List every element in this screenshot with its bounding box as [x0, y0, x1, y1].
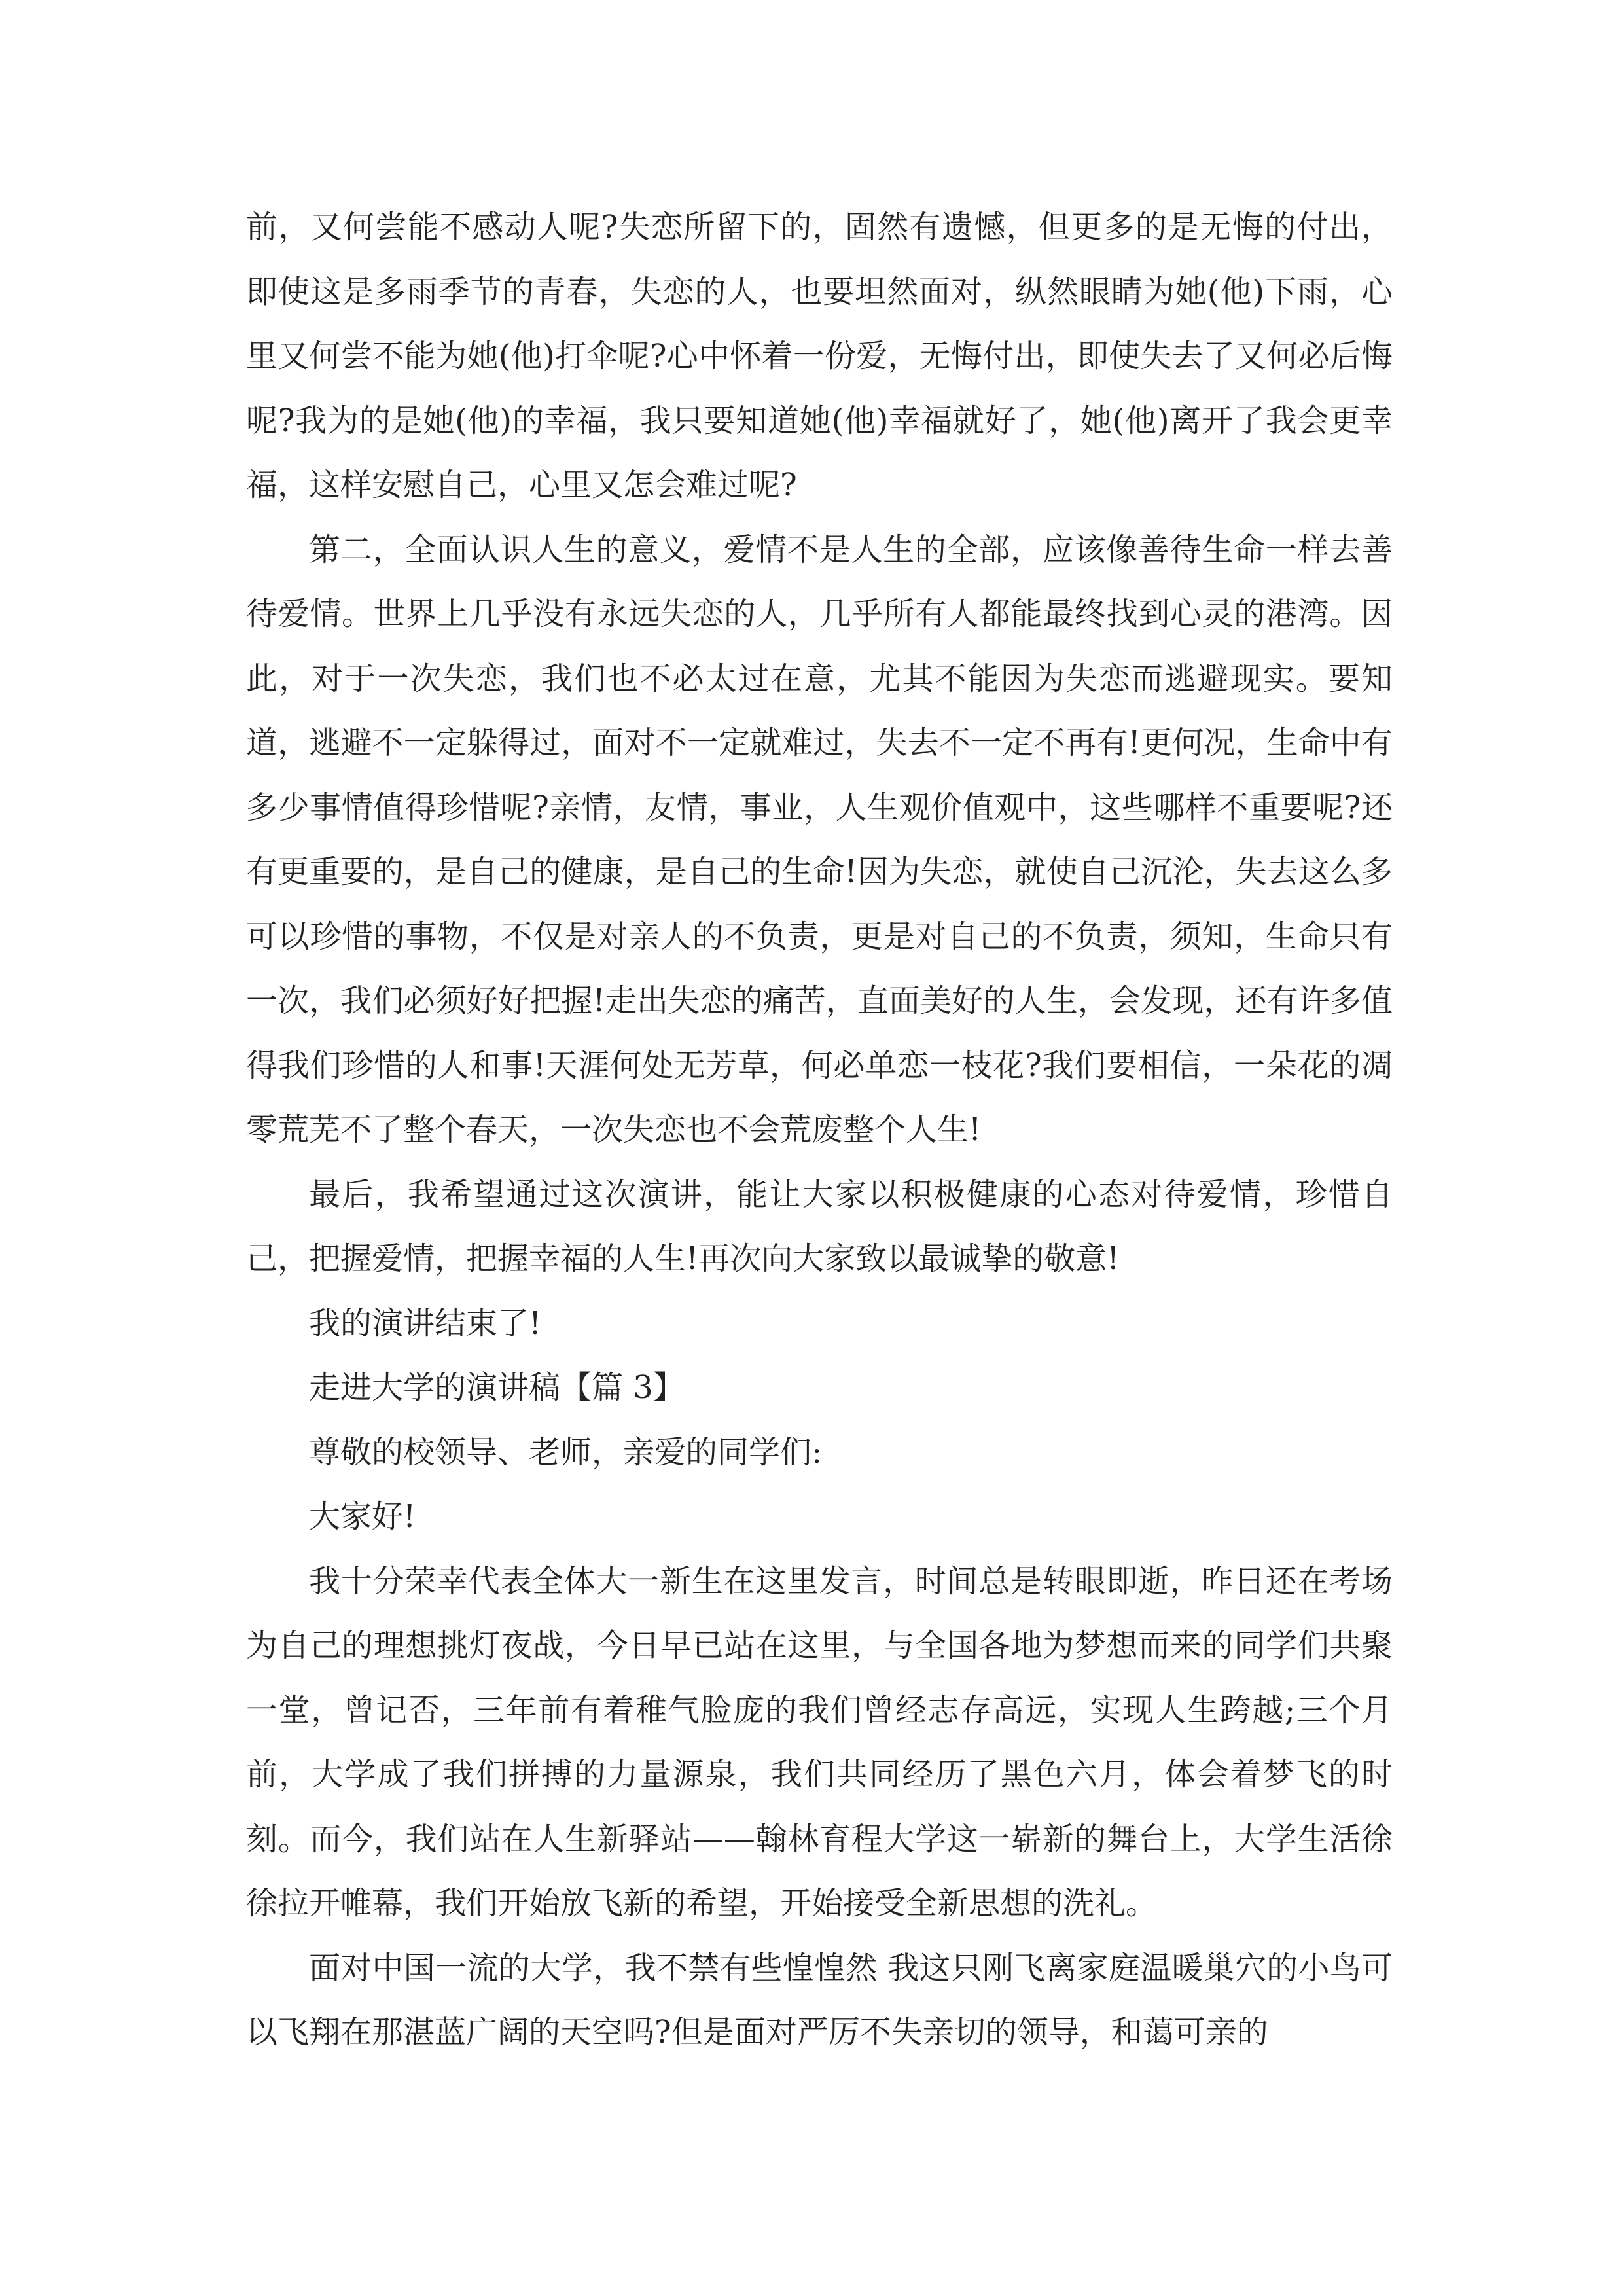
greeting: 大家好! [309, 1498, 416, 1535]
paragraph-9: 面对中国一流的大学，我不禁有些惶惶然 我这只刚飞离家庭温暖巢穴的小鸟可以飞翔在那湛蓝广阔的天空吗?但是面对严厉不失亲切的领导，和蔼可亲的 [246, 1949, 1393, 2051]
section-heading: 走进大学的演讲稿【篇 3】 [309, 1369, 685, 1406]
paragraph-1: 前，又何尝能不感动人呢?失恋所留下的，固然有遗憾，但更多的是无悔的付出，即使这是多雨季节的青春，失恋的人，也要坦然面对，纵然眼睛为她(他)下雨，心里又何尝不能为她(他)打伞呢?心中怀着一份爱，无悔付出，即使失去了又何必后悔呢?我为的是她(他)的幸福，我只要知道她(他)幸福就好了，她(他)离开了我会更幸福，这样安慰自己，心里又怎会难过呢? [246, 209, 1393, 503]
document-body [246, 195, 1393, 2065]
salutation: 尊敬的校领导、老师，亲爱的同学们: [309, 1433, 823, 1471]
paragraph-3: 最后，我希望通过这次演讲，能让大家以积极健康的心态对待爱情，珍惜自己，把握爱情，把握幸福的人生!再次向大家致以最诚挚的敬意! [246, 1175, 1393, 1277]
paragraph-4: 我的演讲结束了! [309, 1304, 542, 1342]
paragraph-2: 第二，全面认识人生的意义，爱情不是人生的全部，应该像善待生命一样去善待爱情。世界上几乎没有永远失恋的人，几乎所有人都能最终找到心灵的港湾。因此，对于一次失恋，我们也不必太过在意，尤其不能因为失恋而逃避现实。要知道，逃避不一定躲得过，面对不一定就难过，失去不一定不再有!更何况，生命中有多少事情值得珍惜呢?亲情，友情，事业，人生观价值观中，这些哪样不重要呢?还有更重要的，是自己的健康，是自己的生命!因为失恋，就使自己沉沦，失去这么多可以珍惜的事物，不仅是对亲人的不负责，更是对自己的不负责，须知，生命只有一次，我们必须好好把握!走出失恋的痛苦，直面美好的人生，会发现，还有许多值得我们珍惜的人和事!天涯何处无芳草，何必单恋一枝花?我们要相信，一朵花的凋零荒芜不了整个春天，一次失恋也不会荒废整个人生! [246, 531, 1393, 1148]
paragraph-8: 我十分荣幸代表全体大一新生在这里发言，时间总是转眼即逝，昨日还在考场为自己的理想挑灯夜战，今日早已站在这里，与全国各地为梦想而来的同学们共聚一堂，曾记否，三年前有着稚气脸庞的我们曾经志存高远，实现人生跨越;三个月前，大学成了我们拼搏的力量源泉，我们共同经历了黑色六月，体会着梦飞的时刻。而今，我们站在人生新驿站——翰林育程大学这一崭新的舞台上，大学生活徐徐拉开帷幕，我们开始放飞新的希望，开始接受全新思想的洗礼。 [246, 1562, 1393, 1922]
